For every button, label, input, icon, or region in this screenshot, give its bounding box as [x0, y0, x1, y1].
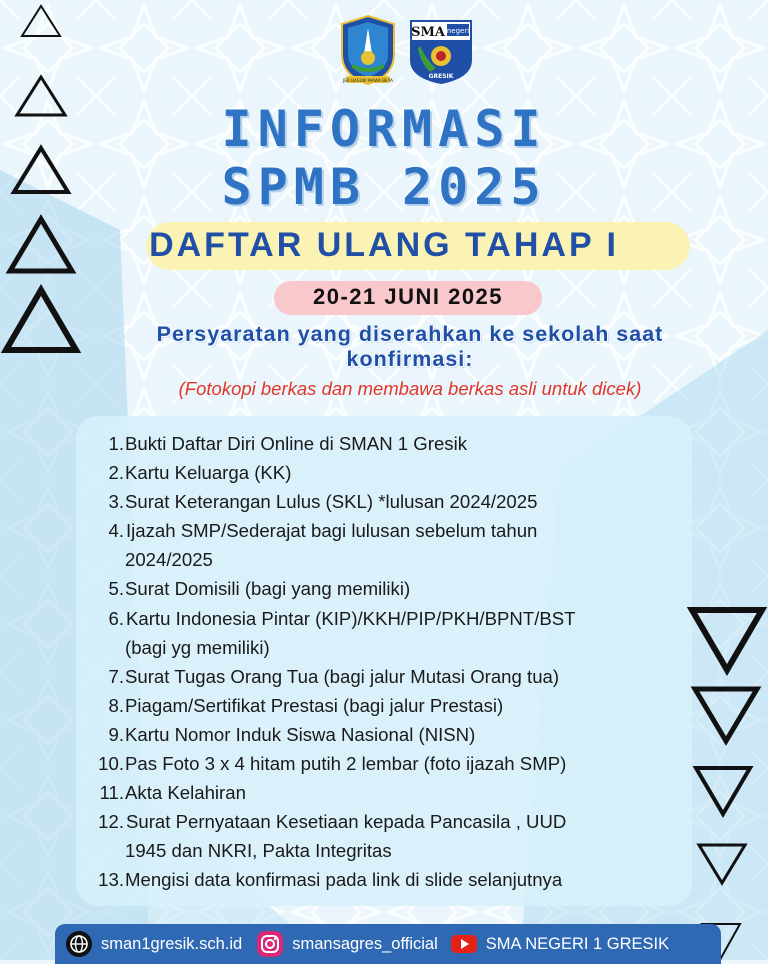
globe-icon: [65, 930, 93, 958]
requirement-number: 9.: [108, 723, 124, 745]
crest-motto: JER BASUKI MAWA BEYA: [343, 78, 393, 83]
requirement-text: Kartu Keluarga (KK): [125, 462, 292, 484]
requirement-item: [86, 574, 674, 603]
requirement-text: Surat Domisili (bagi yang memiliki): [125, 578, 411, 600]
triangle-decoration-right-2: [690, 684, 762, 746]
event-date: 20-21 JUNI 2025: [312, 284, 504, 309]
title-spmb: SPMB 2025: [221, 158, 547, 216]
footer-instagram-text: smansagres_official: [292, 934, 438, 953]
requirement-text: Surat Pernyataan Kesetiaan kepada Pancasila , UUD 1945 dan NKRI, Pakta Integritas: [125, 811, 567, 862]
requirement-item: [86, 458, 674, 487]
requirement-number: 11.: [99, 782, 124, 804]
footer-website[interactable]: [65, 930, 242, 958]
requirement-text: Surat Keterangan Lulus (SKL) *lulusan 2024/2025: [125, 491, 538, 513]
requirement-item: [86, 691, 674, 720]
requirement-item: [86, 749, 674, 778]
subtitle-daftar-ulang: DAFTAR ULANG TAHAP I: [149, 226, 619, 264]
requirement-text: Mengisi data konfirmasi pada link di slide selanjutnya: [125, 869, 563, 891]
requirement-number: 6.: [108, 607, 124, 629]
requirement-text: Surat Tugas Orang Tua (bagi jalur Mutasi Orang tua): [125, 665, 560, 687]
requirement-text: Ijazah SMP/Sederajat bagi lulusan sebelum tahun 2024/2025: [125, 520, 538, 571]
triangle-decoration-right-4: [696, 842, 748, 886]
requirement-text: Bukti Daftar Diri Online di SMAN 1 Gresik: [125, 433, 468, 454]
instagram-icon: [256, 930, 284, 958]
footer-instagram[interactable]: [256, 930, 438, 958]
requirement-item: [86, 487, 674, 516]
sma-logo-city: GRESIK: [428, 73, 454, 80]
logo-row: [0, 14, 768, 86]
footer-youtube-text: SMA NEGERI 1 GRESIK: [485, 934, 670, 953]
requirement-number: 3.: [108, 491, 124, 513]
requirements-list: [86, 429, 674, 895]
requirement-number: 8.: [108, 694, 124, 716]
requirement-text: Akta Kelahiran: [125, 782, 246, 804]
requirement-number: 1.: [108, 433, 124, 454]
requirement-item: [86, 604, 674, 662]
sma-logo-label: SMA: [411, 25, 445, 40]
requirement-item: [86, 720, 674, 749]
requirement-number: 7.: [108, 665, 124, 687]
requirement-text: Kartu Nomor Induk Siswa Nasional (NISN): [125, 723, 476, 745]
requirements-note: (Fotokopi berkas dan membawa berkas asli untuk dicek): [178, 378, 642, 399]
requirement-number: 4.: [108, 520, 124, 542]
requirement-number: 13.: [98, 869, 124, 891]
requirement-item: [86, 865, 674, 894]
requirements-heading: Persyaratan yang diserahkan ke sekolah saat konfirmasi:: [156, 322, 664, 371]
requirement-text: Pas Foto 3 x 4 hitam putih 2 lembar (foto ijazah SMP): [125, 753, 567, 775]
requirement-item: [86, 516, 674, 574]
sma-logo-badge: negeri: [446, 27, 470, 35]
youtube-icon: [450, 930, 478, 958]
requirement-item: [86, 429, 674, 458]
requirement-item: [86, 662, 674, 691]
sma-negeri-gresik-logo: [406, 16, 476, 86]
triangle-decoration-right-1: [686, 604, 768, 676]
requirement-text: Piagam/Sertifikat Prestasi (bagi jalur Prestasi): [125, 694, 504, 716]
triangle-decoration-right-3: [692, 764, 754, 818]
requirement-text: Kartu Indonesia Pintar (KIP)/KKH/PIP/PKH/BPNT/BST (bagi yg memiliki): [125, 607, 576, 658]
title-informasi: INFORMASI: [221, 100, 547, 158]
triangle-decoration-left-1: [20, 4, 62, 38]
requirement-item: [86, 778, 674, 807]
jatim-crest-logo: [338, 14, 398, 86]
footer-youtube[interactable]: [450, 930, 669, 958]
requirement-number: 12.: [98, 811, 124, 833]
requirement-number: 2.: [108, 462, 124, 484]
footer-website-text: sman1gresik.sch.id: [101, 934, 243, 953]
requirement-number: 10.: [98, 753, 124, 775]
footer-bar: [55, 924, 721, 964]
requirement-number: 5.: [108, 578, 124, 600]
requirement-item: [86, 807, 674, 865]
